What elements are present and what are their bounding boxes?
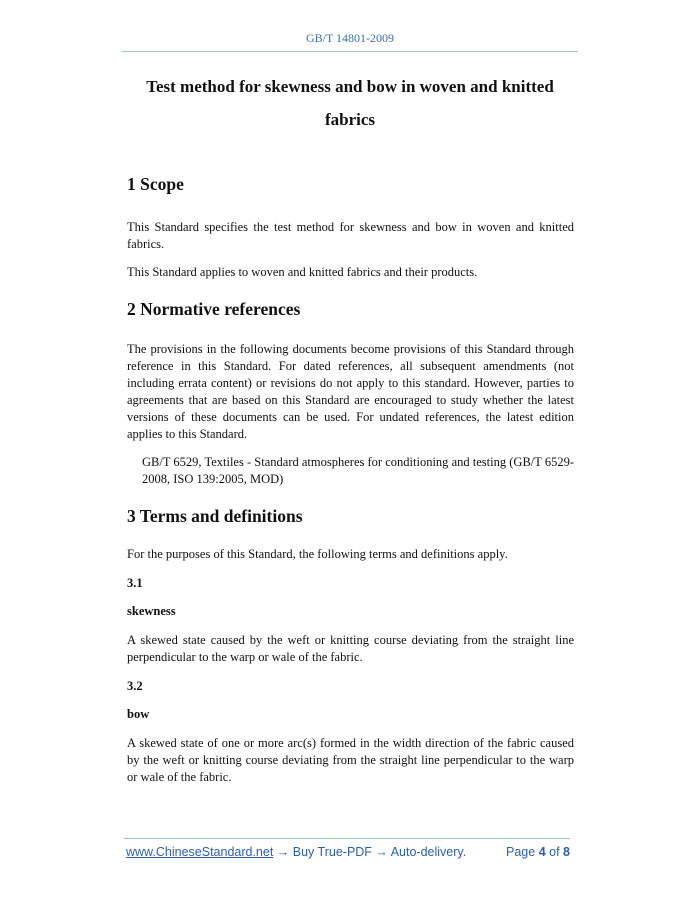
page-header: GB/T 14801-2009 [305, 31, 395, 45]
document-title-line-2: fabrics [324, 110, 376, 129]
header-divider [122, 51, 578, 52]
term-number: 3.1 [127, 576, 143, 590]
normative-paragraph: The provisions in the following documents become provisions of this Standard through reference in this Standard. For dated references, all subsequent amendments (not including errata content) or revisions do not apply to this standard. However, parties to agreements that are based on this Standard are encouraged to study whether the latest versions of these documents can be used. For undated references, the latest edition applies to this Standard. [127, 342, 574, 441]
terms-intro: For the purposes of this Standard, the following terms and definitions apply. [127, 547, 508, 561]
term-name: skewness [127, 604, 176, 618]
document-title [100, 70, 600, 136]
term-definition: A skewed state of one or more arc(s) formed in the width direction of the fabric caused by the weft or knitting course deviating from the straight line perpendicular to the warp or wale of the fabric. [127, 736, 574, 784]
page-label: Page [506, 845, 536, 859]
term-number: 3.2 [127, 679, 143, 693]
scope-paragraph-2: This Standard applies to woven and knitted fabrics and their products. [127, 265, 478, 279]
document-body [127, 174, 574, 786]
footer-promo [126, 845, 466, 859]
footer-divider [124, 838, 570, 839]
normative-reference-item: GB/T 6529, Textiles - Standard atmospheres for conditioning and testing (GB/T 6529-2008, ISO 139:2005, MOD) [142, 455, 574, 486]
scope-paragraph-1: This Standard specifies the test method for skewness and bow in woven and knitted fabrics. [127, 220, 574, 251]
page-total: 8 [563, 845, 570, 859]
page-of-label: of [549, 845, 560, 859]
footer-promo-text: → Buy True-PDF → Auto-delivery. [273, 845, 467, 859]
section-heading-normative-references: 2 Normative references [127, 299, 301, 319]
chinesestandard-link[interactable]: www.ChineseStandard.net [126, 845, 274, 859]
page-indicator [506, 845, 570, 859]
section-heading-scope: 1 Scope [127, 174, 184, 194]
page-current: 4 [538, 845, 546, 859]
section-heading-terms-definitions: 3 Terms and definitions [127, 506, 303, 526]
term-definition: A skewed state caused by the weft or knitting course deviating from the straight line perpendicular to the warp or wale of the fabric. [127, 633, 574, 664]
term-name: bow [127, 707, 150, 721]
document-title-line-1: Test method for skewness and bow in woven and knitted [146, 77, 554, 96]
